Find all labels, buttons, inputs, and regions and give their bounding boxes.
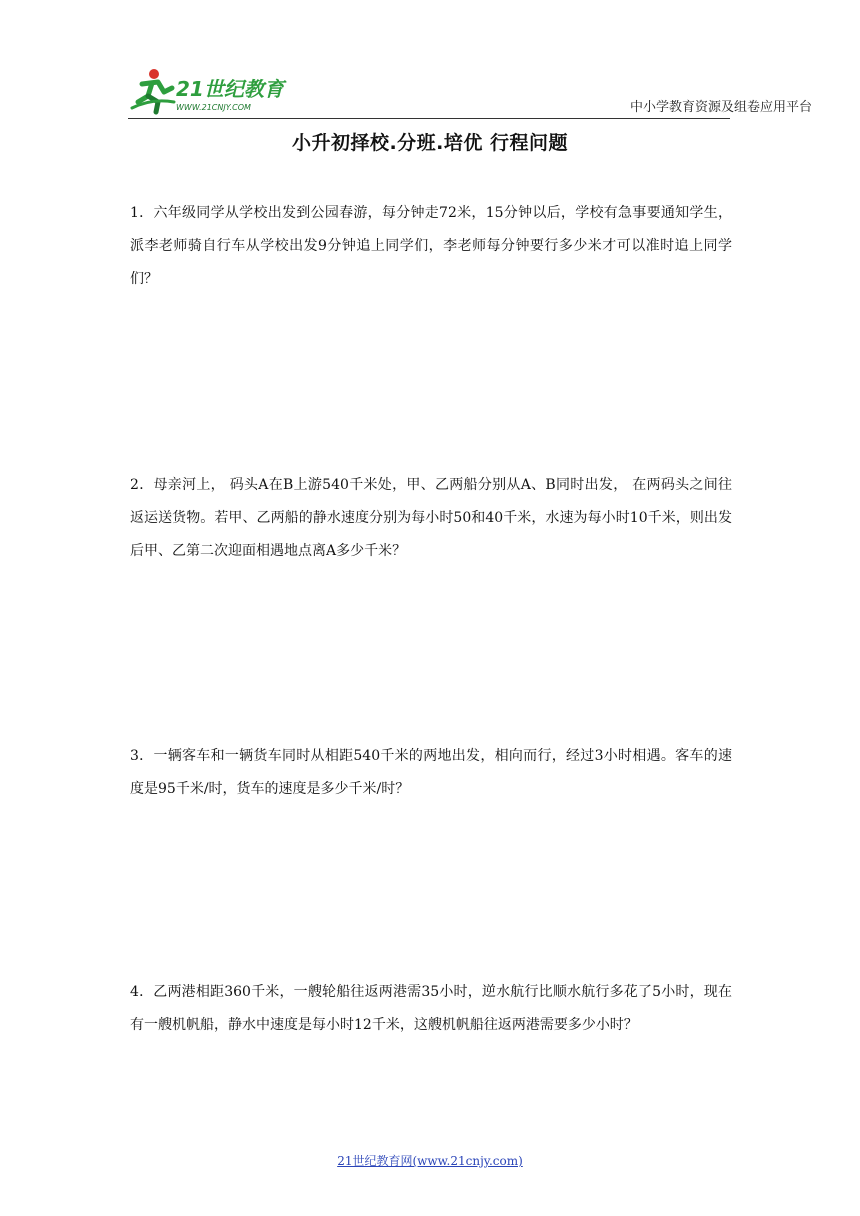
question-2: 2．母亲河上， 码头A在B上游540千米处，甲、乙两船分别从A、B同时出发， 在两码头之间往返运送货物。若甲、乙两船的静水速度分别为每小时50和40千米，水速为每小时10千米，则出发后甲、乙第二次迎面相遇地点离A多少千米？ — [130, 477, 732, 559]
question-1: 1．六年级同学从学校出发到公园春游，每分钟走72米，15分钟以后，学校有急事要通知学生，派李老师骑自行车从学校出发9分钟追上同学们，李老师每分钟要行多少米才可以准时追上同学们？ — [130, 205, 732, 287]
page-footer — [0, 1152, 860, 1169]
question-3: 3．一辆客车和一辆货车同时从相距540千米的两地出发，相向而行，经过3小时相遇。客车的速度是95千米/时，货车的速度是多少千米/时？ — [130, 748, 732, 797]
page-title: 小升初择校.分班.培优 行程问题 — [291, 132, 569, 154]
question-4: 4．乙两港相距360千米，一艘轮船往返两港需35小时，逆水航行比顺水航行多花了5小时，现在有一艘机帆船，静水中速度是每小时12千米，这艘机帆船往返两港需要多少小时？ — [130, 984, 732, 1033]
logo-text: 21世纪教育 — [176, 77, 284, 101]
header-divider — [128, 118, 730, 119]
platform-text: 中小学教育资源及组卷应用平台 — [630, 100, 813, 115]
runner-icon — [132, 69, 174, 112]
logo-subtext: WWW.21CNJY.COM — [176, 103, 251, 112]
logo — [128, 62, 303, 118]
footer-link[interactable]: 21世纪教育网(www.21cnjy.com) — [337, 1154, 523, 1168]
page-header — [128, 62, 813, 122]
